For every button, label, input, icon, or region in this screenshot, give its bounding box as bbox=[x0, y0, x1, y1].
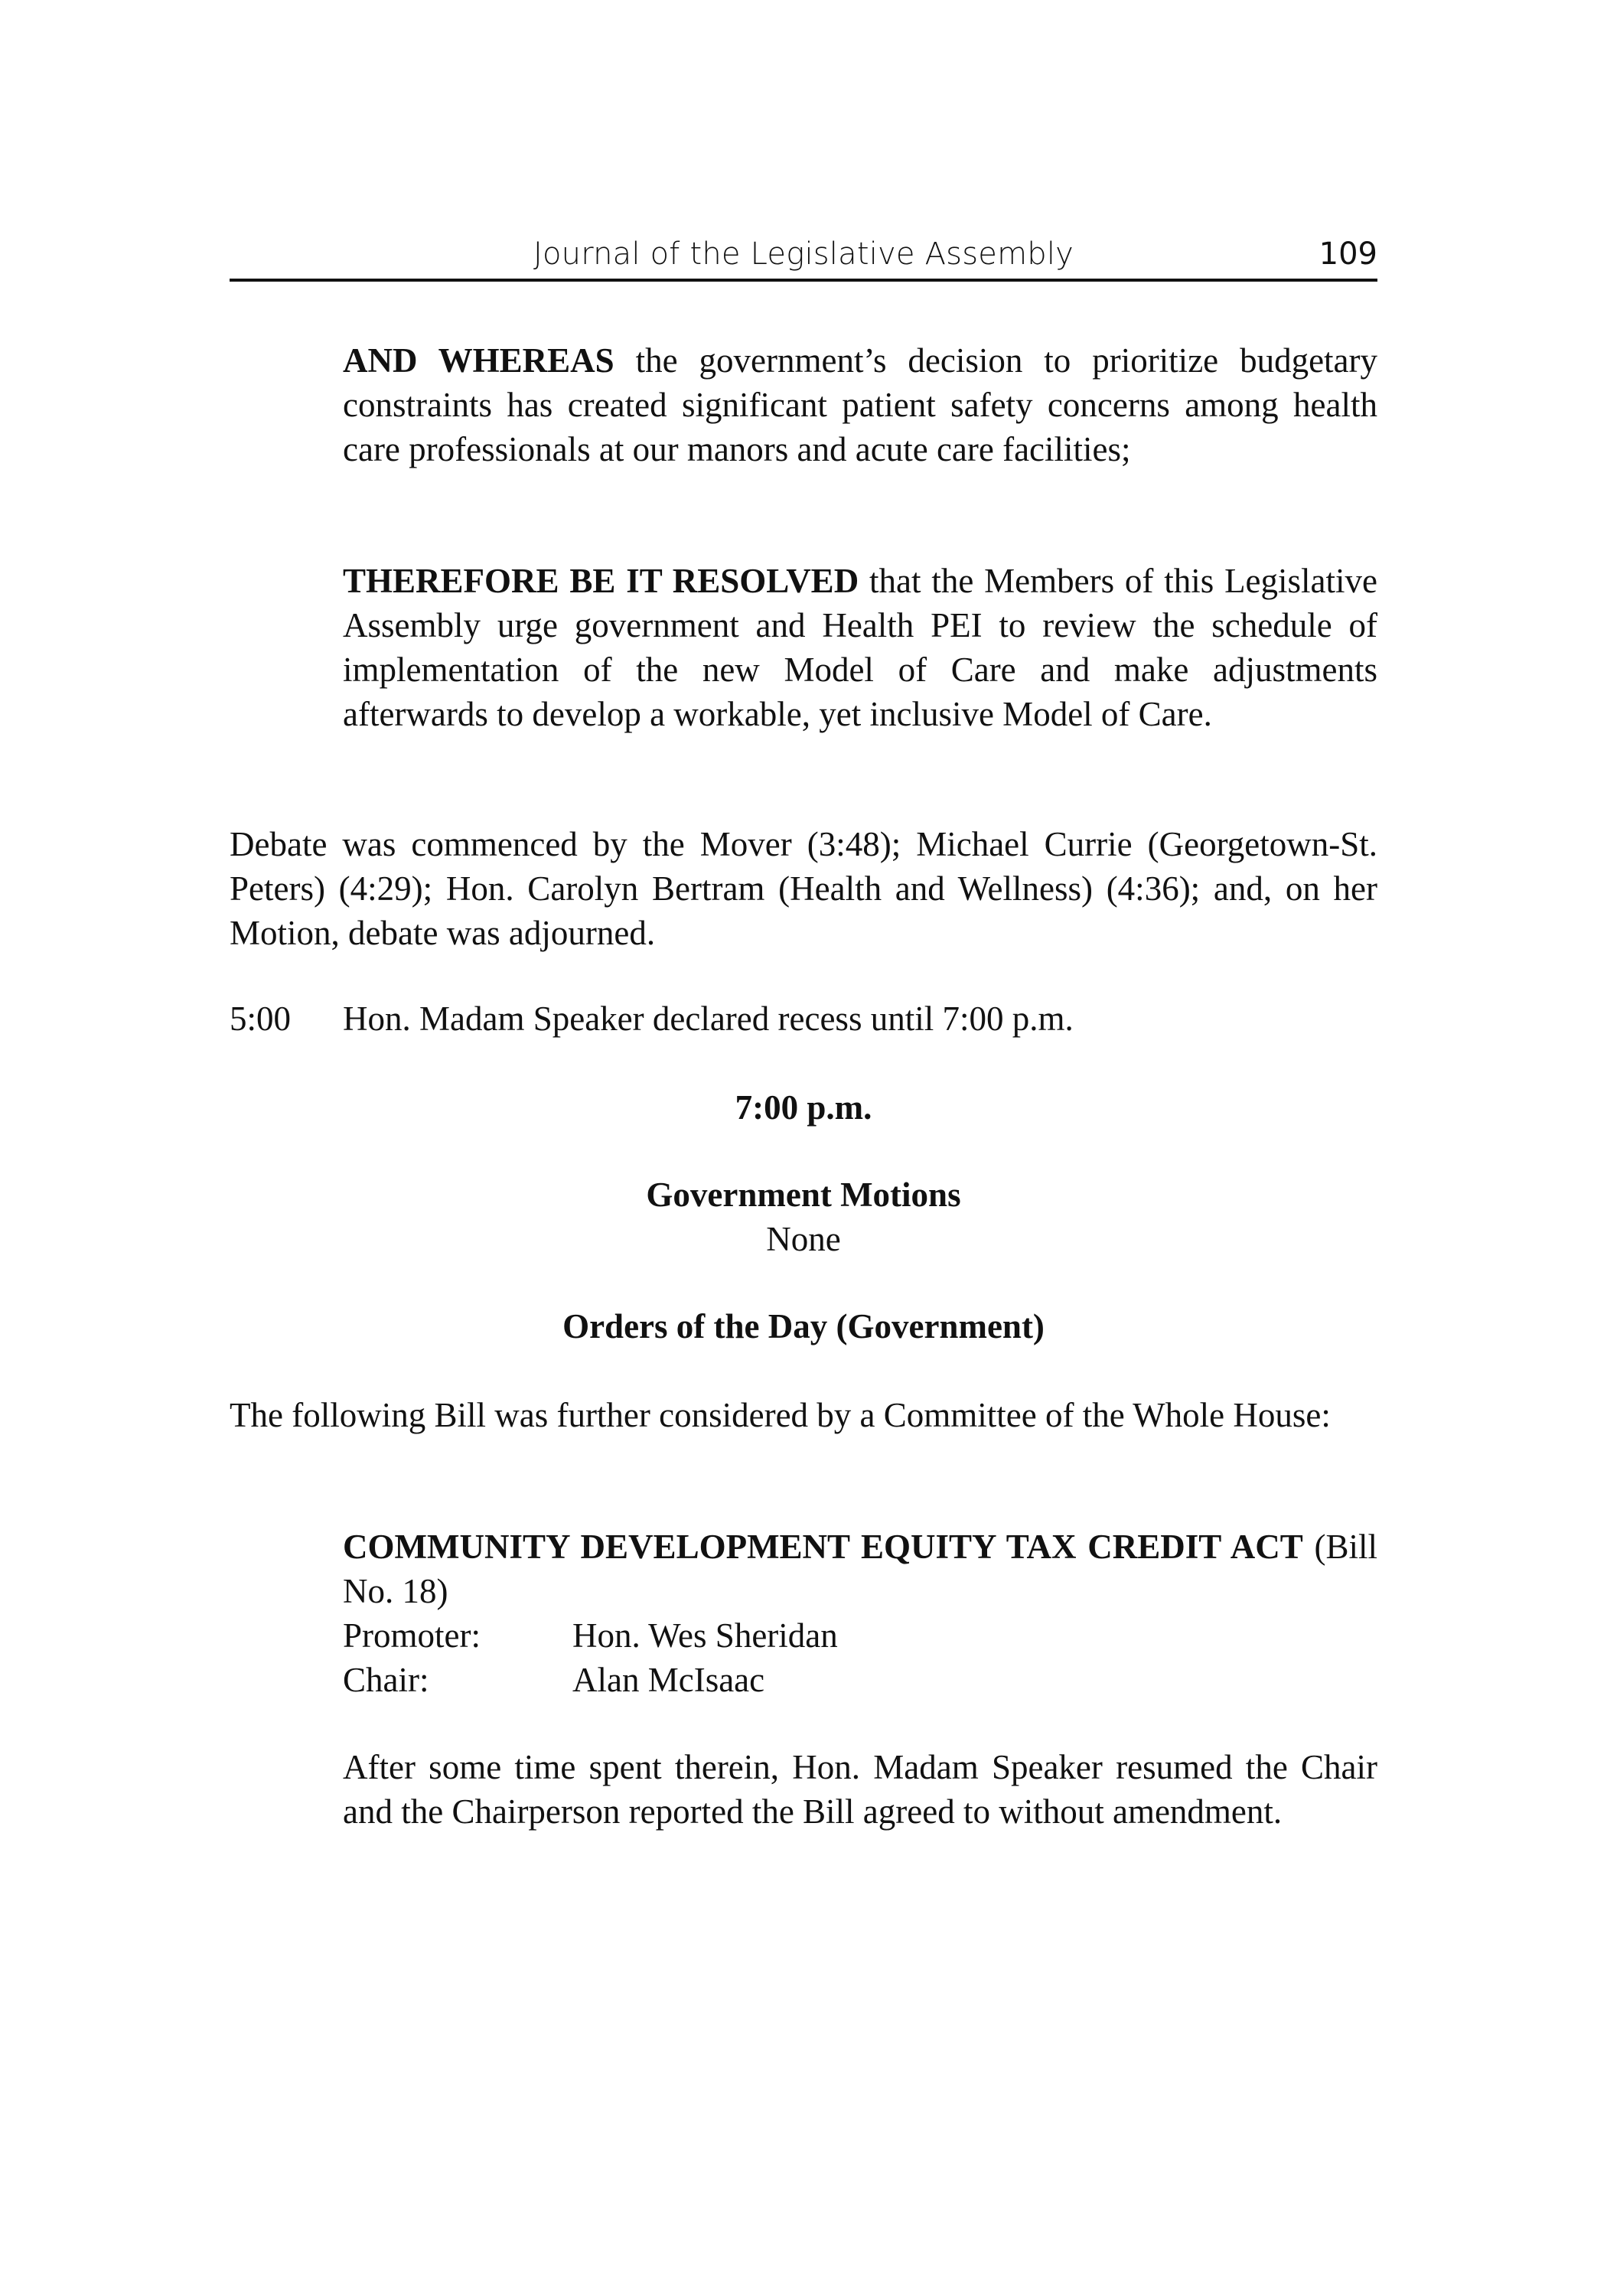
chair-label: Chair: bbox=[343, 1661, 429, 1699]
whereas-text: the government’s decision to prioritize budgetary constraints has created significant patient safety concerns among health care professionals at our manors and acute care facilities; bbox=[343, 341, 1377, 468]
whereas-clause bbox=[343, 338, 1377, 471]
bill-title: COMMUNITY DEVELOPMENT EQUITY TAX CREDIT ACT bbox=[343, 1528, 1303, 1566]
recess-text: Hon. Madam Speaker declared recess until 7:00 p.m. bbox=[343, 1000, 1074, 1038]
journal-title: Journal of the Legislative Assembly bbox=[533, 236, 1074, 272]
recess-time: 5:00 bbox=[230, 1000, 292, 1038]
bill-title-block bbox=[343, 1525, 1377, 1613]
page-number: 109 bbox=[1319, 236, 1377, 272]
government-motions-heading: Government Motions bbox=[646, 1176, 961, 1214]
government-motions-value: None bbox=[766, 1220, 841, 1258]
resolved-text: that the Members of this Legislative Assembly urge government and Health PEI to review the schedule of implementation of the new Model of Care and make adjustments afterwards to develop a workable, yet inclusive Model of Care. bbox=[343, 562, 1377, 733]
evening-time-heading: 7:00 p.m. bbox=[735, 1088, 872, 1127]
running-header bbox=[230, 233, 1377, 282]
whereas-lead: AND WHEREAS bbox=[343, 341, 614, 380]
resolved-clause bbox=[343, 559, 1377, 736]
bill-number: (Bill No. 18) bbox=[343, 1528, 1377, 1610]
resolved-lead: THEREFORE BE IT RESOLVED bbox=[343, 562, 859, 600]
promoter-name: Hon. Wes Sheridan bbox=[572, 1616, 838, 1655]
chair-name: Alan McIsaac bbox=[572, 1661, 765, 1699]
debate-paragraph: Debate was commenced by the Mover (3:48); Michael Currie (Georgetown-St. Peters) (4:29); Hon. Carolyn Bertram (Health and Wellness) (4:36); and, on her Motion, debate was adjourned. bbox=[230, 825, 1377, 952]
promoter-label: Promoter: bbox=[343, 1616, 481, 1655]
orders-intro: The following Bill was further considered by a Committee of the Whole House: bbox=[230, 1396, 1331, 1434]
committee-outcome: After some time spent therein, Hon. Madam Speaker resumed the Chair and the Chairperson reported the Bill agreed to without amendment. bbox=[343, 1748, 1377, 1831]
orders-of-the-day-heading: Orders of the Day (Government) bbox=[562, 1307, 1045, 1345]
